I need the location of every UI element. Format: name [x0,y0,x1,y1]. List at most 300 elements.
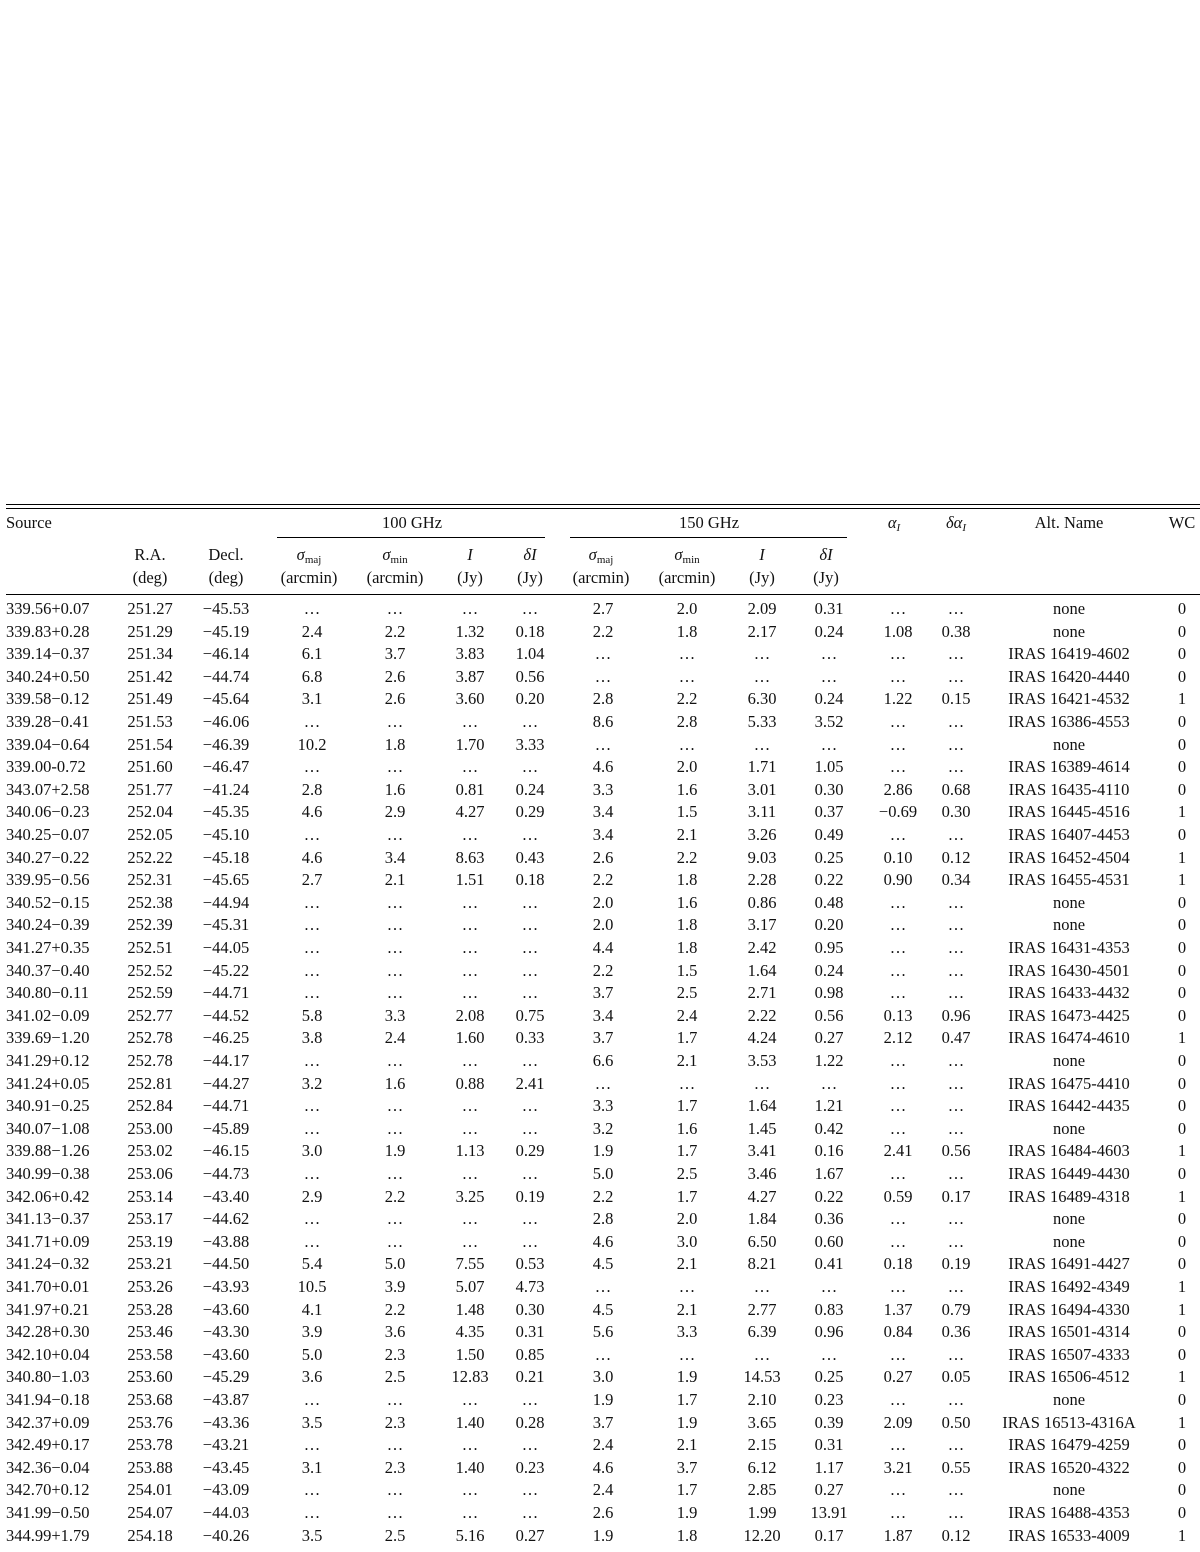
cell-flux-150: 8.21 [747,1254,777,1274]
cell-sigma-min-150: 2.5 [676,1164,698,1183]
cell-flux-100: 3.25 [455,1186,485,1206]
cell-flux-100: 1.51 [455,870,485,890]
cell-ra: 253.28 [127,1299,173,1319]
cell-sigma-min-150: 1.8 [676,915,698,935]
header-unit-maj-100: (arcmin) [280,568,338,587]
header-alt-name: Alt. Name [1034,513,1104,532]
cell-ra: 251.42 [127,666,173,686]
cell-source: 341.02−0.09 [6,1005,90,1025]
cell-flux-100: … [461,915,479,935]
cell-wc: 0 [1177,644,1187,664]
cell-sigma-maj-100: 3.2 [301,1073,323,1093]
cell-source: 341.24−0.32 [6,1254,90,1274]
cell-dflux-100: … [521,915,539,935]
cell-alpha: … [889,1051,907,1070]
cell-alpha: 2.09 [883,1412,913,1432]
cell-alt-name: IRAS 16433-4432 [1008,983,1130,1003]
header-wc: WC [1168,513,1196,532]
cell-sigma-min-150: 1.7 [676,1096,698,1116]
cell-alpha: 1.08 [883,621,913,641]
cell-source: 339.88−1.26 [6,1141,90,1161]
cell-dflux-150: 0.27 [814,1480,844,1500]
cell-dalpha: 0.17 [941,1186,971,1206]
cell-sigma-maj-150: 2.8 [592,689,614,709]
cell-sigma-maj-100: … [303,1051,321,1070]
cell-alpha: … [889,712,907,731]
cell-ra: 252.51 [127,938,173,957]
cell-source: 340.37−0.40 [6,960,90,980]
cell-alt-name: none [1052,1118,1086,1138]
cell-sigma-min-150: 1.7 [676,1390,698,1409]
header-group-150ghz: 150 GHz [678,513,740,532]
cell-source: 339.00-0.72 [6,757,86,777]
cell-alpha: … [889,734,907,754]
cell-dalpha: … [947,825,965,844]
cell-ra: 253.88 [127,1457,173,1477]
cell-dflux-100: … [521,960,539,980]
cell-wc: 0 [1177,757,1187,777]
cell-dflux-150: 1.21 [814,1096,844,1116]
cell-sigma-min-100: 2.3 [384,1412,406,1432]
cell-dflux-100: … [521,1051,539,1070]
cell-alt-name: IRAS 16449-4430 [1008,1164,1130,1183]
cell-alpha: … [889,1480,907,1500]
cell-dflux-100: … [521,825,539,844]
cell-wc: 0 [1177,621,1187,641]
cell-wc: 1 [1177,1186,1187,1206]
cell-sigma-maj-100: … [303,938,321,957]
cell-dec: −43.30 [202,1322,250,1342]
header-ra: R.A. [134,545,166,564]
cell-wc: 1 [1177,870,1187,890]
cell-sigma-min-150: 1.5 [676,802,698,822]
cell-sigma-maj-150: 2.4 [592,1480,614,1500]
cell-sigma-min-150: 1.7 [676,1480,698,1500]
cell-flux-150: 4.27 [747,1186,777,1206]
cell-sigma-min-150: 1.7 [676,1141,698,1161]
group-150ghz-underline [570,537,847,538]
cell-source: 342.49+0.17 [6,1435,90,1455]
cell-wc: 1 [1177,1525,1187,1545]
cell-dalpha: 0.38 [941,621,971,641]
cell-flux-150: 1.45 [747,1118,777,1138]
cell-sigma-maj-150: 2.7 [592,599,614,618]
cell-sigma-maj-150: 3.7 [592,1028,614,1048]
cell-sigma-min-100: 2.6 [384,689,406,709]
cell-sigma-maj-150: 4.5 [592,1299,614,1319]
cell-sigma-maj-150: 3.2 [592,1118,614,1138]
cell-source: 340.52−0.15 [6,892,90,912]
cell-dflux-150: 0.31 [814,1435,844,1455]
cell-dec: −45.89 [202,1118,250,1138]
cell-sigma-maj-150: 3.7 [592,1412,614,1432]
cell-alt-name: IRAS 16386-4553 [1008,712,1130,731]
cell-sigma-maj-150: 6.6 [592,1051,614,1070]
cell-sigma-maj-100: … [303,1231,321,1251]
cell-wc: 0 [1177,938,1187,957]
cell-dflux-100: 0.21 [515,1367,545,1387]
cell-dflux-100: … [521,1390,539,1409]
cell-alpha: 3.21 [883,1457,913,1477]
cell-dflux-150: … [820,734,838,754]
cell-ra: 254.07 [127,1503,173,1522]
cell-dflux-150: 0.83 [814,1299,844,1319]
cell-dflux-150: 3.52 [814,712,844,731]
cell-sigma-maj-100: … [303,712,321,731]
cell-sigma-min-100: 2.5 [384,1367,406,1387]
cell-dalpha: 0.12 [941,847,971,867]
cell-sigma-min-100: 1.9 [384,1141,406,1161]
cell-sigma-maj-100: … [303,1118,321,1138]
cell-dflux-150: … [820,644,838,664]
cell-dflux-100: 0.24 [515,779,545,799]
header-dflux-100: δI [523,545,537,564]
header-unit-flux-100: (Jy) [457,568,483,587]
cell-sigma-min-100: … [386,1480,404,1500]
cell-flux-100: … [461,1435,479,1455]
cell-wc: 1 [1177,1367,1187,1387]
cell-sigma-maj-150: 3.7 [592,983,614,1003]
cell-sigma-maj-150: 2.4 [592,1435,614,1455]
cell-sigma-min-100: … [386,1435,404,1455]
cell-sigma-maj-100: 3.1 [301,1457,323,1477]
cell-sigma-maj-150: 3.3 [592,1096,614,1116]
cell-ra: 253.60 [127,1367,173,1387]
cell-sigma-min-100: 1.6 [384,779,406,799]
group-100ghz-underline [277,537,545,538]
header-unit-min-150: (arcmin) [658,568,716,587]
cell-sigma-min-150: 1.9 [676,1367,698,1387]
cell-flux-100: … [461,757,479,777]
cell-ra: 252.52 [127,960,173,980]
cell-flux-100: … [461,1209,479,1229]
cell-source: 341.27+0.35 [6,938,90,957]
cell-source: 341.24+0.05 [6,1073,90,1093]
cell-source: 339.14−0.37 [6,644,90,664]
cell-dflux-150: 1.17 [814,1457,844,1477]
cell-dec: −44.03 [202,1503,250,1522]
cell-sigma-maj-150: 3.4 [592,1005,614,1025]
cell-sigma-maj-100: 3.6 [301,1367,323,1387]
cell-source: 339.95−0.56 [6,870,90,890]
cell-flux-100: … [461,1118,479,1138]
cell-alt-name: IRAS 16506-4512 [1008,1367,1130,1387]
cell-sigma-maj-150: … [594,734,612,754]
cell-dec: −46.15 [202,1141,250,1161]
cell-sigma-min-150: 1.7 [676,1028,698,1048]
cell-source: 341.29+0.12 [6,1051,90,1070]
cell-dalpha: 0.36 [941,1322,971,1342]
cell-flux-150: 3.11 [747,802,777,822]
cell-sigma-min-150: … [678,644,696,664]
cell-dflux-100: … [521,599,539,618]
cell-sigma-min-100: 2.5 [384,1525,406,1545]
cell-dalpha: … [947,960,965,980]
cell-flux-150: 2.22 [747,1005,777,1025]
cell-dec: −44.74 [202,666,250,686]
cell-dflux-100: 0.18 [515,870,545,890]
cell-dalpha: … [947,644,965,664]
cell-ra: 253.76 [127,1412,173,1432]
cell-dflux-100: … [521,983,539,1003]
cell-wc: 0 [1177,1435,1187,1455]
cell-sigma-min-150: 3.0 [676,1231,698,1251]
cell-alt-name: IRAS 16445-4516 [1008,802,1130,822]
cell-flux-150: … [753,666,771,686]
cell-alt-name: IRAS 16435-4110 [1008,779,1130,799]
cell-dalpha: … [947,1073,965,1093]
cell-ra: 253.14 [127,1186,173,1206]
cell-sigma-min-100: … [386,1390,404,1409]
cell-dflux-150: 0.49 [814,825,844,844]
cell-sigma-maj-100: … [303,983,321,1003]
cell-alpha: … [889,938,907,957]
cell-wc: 0 [1177,1209,1187,1229]
cell-ra: 254.18 [127,1525,173,1545]
cell-flux-150: 1.71 [747,757,777,777]
cell-ra: 252.05 [127,825,173,844]
cell-flux-100: 5.07 [455,1277,485,1296]
cell-dflux-100: … [521,1435,539,1455]
cell-alt-name: IRAS 16442-4435 [1008,1096,1130,1116]
cell-sigma-maj-150: 5.6 [592,1322,614,1342]
header-ra-unit: (deg) [132,568,168,587]
cell-dalpha: … [947,1480,965,1500]
cell-dflux-150: 0.39 [814,1412,844,1432]
cell-sigma-maj-150: 2.2 [592,1186,614,1206]
cell-wc: 0 [1177,1457,1187,1477]
header-flux-100: I [467,545,473,564]
cell-alt-name: none [1052,1231,1086,1251]
cell-dalpha: … [947,666,965,686]
cell-dalpha: 0.15 [941,689,971,709]
cell-dflux-150: … [820,1073,838,1093]
cell-ra: 251.54 [127,734,173,754]
cell-alpha: … [889,892,907,912]
cell-flux-100: 12.83 [451,1367,489,1387]
cell-dalpha: 0.05 [941,1367,971,1387]
cell-sigma-min-150: 2.4 [676,1005,698,1025]
cell-alt-name: IRAS 16407-4453 [1008,825,1130,844]
cell-sigma-maj-100: 3.5 [301,1412,323,1432]
cell-flux-100: 3.60 [455,689,485,709]
cell-wc: 0 [1177,734,1187,754]
cell-dflux-150: 0.98 [814,983,844,1003]
cell-dec: −45.10 [202,825,250,844]
cell-flux-100: … [461,1096,479,1116]
cell-source: 341.97+0.21 [6,1299,90,1319]
cell-flux-150: 12.20 [743,1525,781,1545]
cell-dalpha: … [947,1096,965,1116]
header-group-100ghz: 100 GHz [381,513,443,532]
cell-dflux-150: 0.60 [814,1231,844,1251]
cell-source: 342.36−0.04 [6,1457,90,1477]
cell-alt-name: IRAS 16473-4425 [1008,1005,1130,1025]
cell-alpha: … [889,1231,907,1251]
cell-ra: 253.46 [127,1322,173,1342]
cell-flux-100: … [461,599,479,618]
cell-flux-150: 6.12 [747,1457,777,1477]
cell-dflux-150: … [820,1277,838,1296]
cell-source: 340.99−0.38 [6,1164,90,1183]
cell-dalpha: … [947,1435,965,1455]
cell-sigma-min-100: 3.3 [384,1005,406,1025]
cell-ra: 252.78 [127,1051,173,1070]
cell-dec: −44.94 [202,892,250,912]
cell-flux-100: 5.16 [455,1525,485,1545]
cell-dec: −44.71 [202,1096,250,1116]
cell-source: 340.91−0.25 [6,1096,90,1116]
cell-alt-name: IRAS 16431-4353 [1008,938,1130,957]
cell-dalpha: 0.96 [941,1005,971,1025]
cell-flux-150: 3.41 [747,1141,777,1161]
cell-dflux-150: 0.22 [814,1186,844,1206]
cell-dflux-150: 0.41 [814,1254,844,1274]
cell-flux-150: 3.46 [747,1164,777,1183]
cell-flux-150: … [753,644,771,664]
cell-alpha: … [889,1118,907,1138]
cell-flux-100: 3.83 [455,644,485,664]
cell-sigma-min-150: 2.8 [676,712,698,731]
cell-dflux-100: 3.33 [515,734,545,754]
cell-ra: 251.29 [127,621,173,641]
cell-dflux-150: 0.22 [814,870,844,890]
cell-alt-name: none [1052,1390,1086,1409]
cell-sigma-min-150: 2.0 [676,599,698,618]
cell-flux-150: 3.53 [747,1051,777,1070]
cell-sigma-maj-150: 4.6 [592,757,614,777]
cell-sigma-maj-150: 4.6 [592,1231,614,1251]
cell-sigma-min-100: 3.7 [384,644,406,664]
cell-sigma-min-100: … [386,1209,404,1229]
cell-flux-100: 0.88 [455,1073,485,1093]
cell-dflux-150: 0.56 [814,1005,844,1025]
header-alpha: $\alpha_I$ [887,513,901,534]
cell-sigma-min-100: 1.6 [384,1073,406,1093]
cell-dflux-150: 0.24 [814,960,844,980]
cell-sigma-min-150: 1.6 [676,892,698,912]
cell-wc: 1 [1177,802,1187,822]
cell-sigma-maj-100: 6.1 [301,644,323,664]
cell-alpha: 2.41 [883,1141,913,1161]
cell-dec: −45.53 [202,599,250,618]
cell-source: 340.80−1.03 [6,1367,90,1387]
header-flux-150: I [759,545,765,564]
cell-alpha: … [889,960,907,980]
cell-source: 342.06+0.42 [6,1186,90,1206]
cell-sigma-maj-150: … [594,1277,612,1296]
cell-sigma-min-100: 1.8 [384,734,406,754]
cell-wc: 0 [1177,892,1187,912]
cell-ra: 253.17 [127,1209,173,1229]
cell-alpha: … [889,1164,907,1183]
cell-flux-100: … [461,983,479,1003]
cell-alpha: 0.90 [883,870,913,890]
cell-flux-100: … [461,1390,479,1409]
cell-sigma-maj-100: … [303,1164,321,1183]
cell-dflux-150: 0.24 [814,621,844,641]
cell-dec: −45.35 [202,802,250,822]
cell-dec: −45.64 [202,689,250,709]
cell-dflux-150: 1.22 [814,1051,844,1070]
cell-source: 340.24−0.39 [6,915,90,935]
cell-sigma-min-150: … [678,1344,696,1364]
cell-ra: 252.77 [127,1005,173,1025]
cell-dec: −44.05 [202,938,250,957]
cell-dflux-150: 0.23 [814,1390,844,1409]
cell-source: 340.27−0.22 [6,847,90,867]
cell-dflux-100: 0.27 [515,1525,545,1545]
cell-sigma-maj-150: … [594,1344,612,1364]
cell-sigma-min-100: 3.9 [384,1277,406,1296]
cell-sigma-maj-100: 5.4 [301,1254,323,1274]
header-dec-unit: (deg) [208,568,244,587]
cell-dflux-100: 0.23 [515,1457,545,1477]
cell-flux-100: 1.48 [455,1299,485,1319]
cell-dflux-100: … [521,1164,539,1183]
cell-ra: 252.39 [127,915,173,935]
cell-dalpha: … [947,1231,965,1251]
cell-flux-100: … [461,1164,479,1183]
cell-alpha: … [889,1390,907,1409]
cell-flux-100: … [461,712,479,731]
cell-sigma-maj-150: 4.6 [592,1457,614,1477]
cell-alt-name: IRAS 16507-4333 [1008,1344,1130,1364]
cell-sigma-maj-150: … [594,644,612,664]
header-sigma-min-150: $\sigma_{min}$ [674,545,700,566]
cell-dec: −43.21 [202,1435,250,1455]
cell-dalpha: … [947,1277,965,1296]
cell-sigma-min-100: … [386,892,404,912]
cell-alt-name: IRAS 16452-4504 [1008,847,1130,867]
cell-dflux-150: 0.30 [814,779,844,799]
cell-sigma-maj-150: 3.3 [592,779,614,799]
cell-ra: 251.53 [127,712,173,731]
cell-dec: −43.60 [202,1344,250,1364]
cell-wc: 0 [1177,1390,1187,1409]
cell-sigma-min-150: 1.9 [676,1503,698,1522]
cell-sigma-maj-150: 1.9 [592,1141,614,1161]
cell-flux-100: 7.55 [455,1254,485,1274]
cell-ra: 251.49 [127,689,173,709]
header-dec: Decl. [208,545,244,564]
cell-alt-name: IRAS 16421-4532 [1008,689,1130,709]
cell-dflux-100: … [521,1503,539,1522]
cell-alpha: … [889,915,907,935]
cell-dec: −43.36 [202,1412,250,1432]
cell-dec: −46.14 [202,644,250,664]
cell-sigma-maj-100: … [303,757,321,777]
cell-dflux-100: 0.28 [515,1412,545,1432]
cell-dflux-150: 1.05 [814,757,844,777]
cell-dalpha: 0.56 [941,1141,971,1161]
cell-alt-name: none [1052,915,1086,935]
cell-wc: 1 [1177,689,1187,709]
cell-sigma-maj-100: 3.9 [301,1322,323,1342]
cell-flux-100: 1.40 [455,1457,485,1477]
cell-alpha: … [889,1073,907,1093]
cell-alpha: … [889,983,907,1003]
cell-source: 342.37+0.09 [6,1412,90,1432]
cell-sigma-min-100: 5.0 [384,1254,406,1274]
cell-ra: 252.84 [127,1096,173,1116]
cell-dalpha: … [947,1118,965,1138]
cell-sigma-min-150: 1.8 [676,621,698,641]
cell-dalpha: 0.19 [941,1254,971,1274]
cell-alt-name: IRAS 16474-4610 [1008,1028,1130,1048]
cell-ra: 251.34 [127,644,173,664]
header-unit-dflux-100: (Jy) [517,568,543,587]
